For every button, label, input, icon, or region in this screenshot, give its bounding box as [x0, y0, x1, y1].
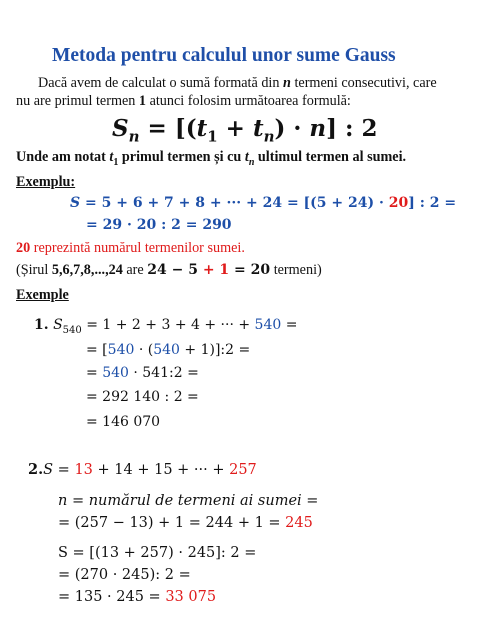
ex1-line-1: 1. $S_{540} = 1 + 2 + 3 + 4$ + ··· + 540 = — [34, 317, 298, 336]
exemplu-line-2: = 29 · 20 : 2 = 290 — [86, 217, 232, 233]
exemple-heading: Exemple — [16, 287, 69, 303]
ex1-line-5: = 146 070 — [86, 414, 161, 430]
formula-note: Unde am notat $t_1$ primul termen și cu $t_n$ ultimul termen al sumei. — [16, 149, 407, 168]
exemplu-heading: Exemplu: — [16, 174, 76, 190]
intro-line-2: nu are primul termen 1 atunci folosim următoarea formulă: — [16, 93, 351, 109]
ex2-line-1: 2.S = 13 + 14 + 15 + ··· + 257 — [28, 461, 257, 478]
ex1-line-2: = [540 · (540 + 1)]:2 = — [86, 342, 251, 358]
intro-line-1: Dacă avem de calculat o sumă formată din n termeni consecutivi, care — [38, 75, 437, 91]
ex1-line-3: = 540 · 541:2 = — [86, 365, 199, 381]
page-title: Metoda pentru calculul unor sume Gauss — [52, 45, 396, 66]
ex2-line-6: = 135 · 245 = 33 075 — [58, 589, 217, 605]
exemplu-note-red: 20 reprezintă numărul termenilor sumei. — [16, 240, 245, 256]
ex2-line-3: = (257 − 13) + 1 = 244 + 1 = 245 — [58, 515, 313, 531]
ex2-line-5: = (270 · 245): 2 = — [58, 567, 191, 583]
exemplu-line-1: S = 5 + 6 + 7 + 8 + ··· + 24 = [(5 + 24) · 20] : 2 = — [70, 195, 457, 211]
ex2-line-4: S = [(13 + 257) · 245]: 2 = — [58, 545, 257, 561]
ex2-line-2: n = numărul de termeni ai sumei = — [58, 493, 319, 509]
exemplu-note-paren: (Șirul 5,6,7,8,...,24 are 24 − 5 + 1 = 20 termeni) — [16, 262, 322, 278]
ex1-line-4: = 292 140 : 2 = — [86, 389, 199, 405]
gauss-formula: $S_n = [(t_1 + t_n) \cdot n]$ : 2 — [112, 115, 378, 146]
